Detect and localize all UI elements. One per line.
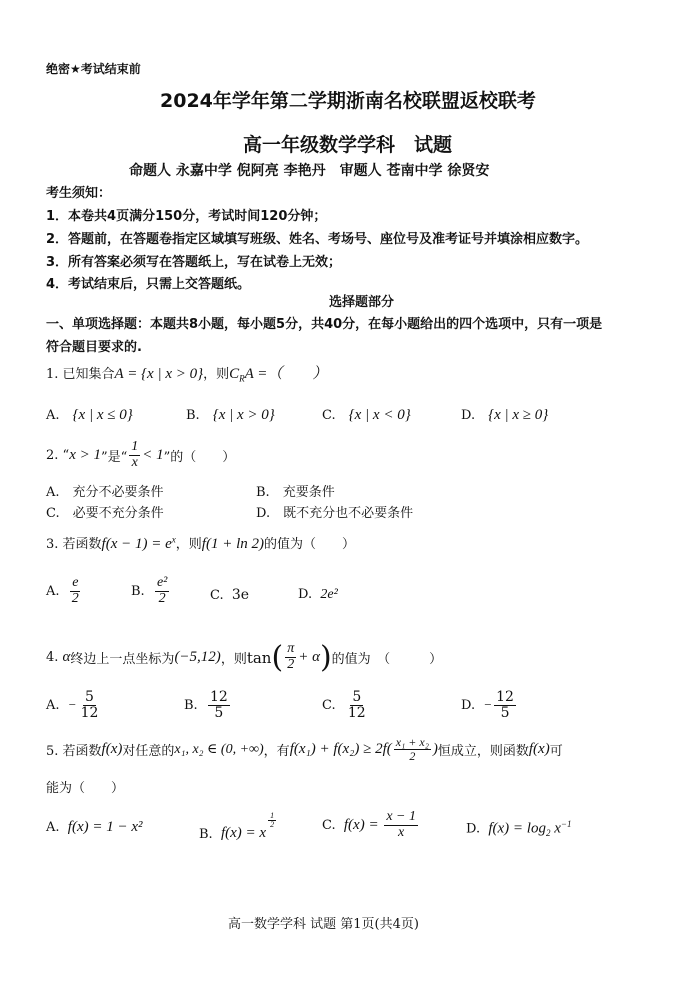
question-4-stem: 4. α 终边上一点坐标为 (−5,12) ，则 tan ( $\frac{\pi}{2}$ + α ) 的值为 （ ） xyxy=(46,640,443,675)
question-2-option-c: C. 必要不充分条件 xyxy=(46,506,164,521)
exam-title: 2024年学年第二学期浙南名校联盟返校联考 xyxy=(160,90,536,112)
section-instructions: 一、单项选择题：本题共8小题，每小题5分，共40分，在每小题给出的四个选项中，只有一项是 xyxy=(46,317,603,332)
question-3-option-d: D. 2e² xyxy=(298,587,338,602)
question-5-option-c: C. f(x) = $\frac{x - 1}{x}$ xyxy=(322,809,416,840)
question-1-option-d: D. {x | x ≥ 0} xyxy=(461,407,549,423)
question-1-option-b: B. {x | x > 0} xyxy=(186,407,275,423)
question-3-option-c: C. 3e xyxy=(210,587,250,603)
exam-subtitle: 高一年级数学学科 试题 xyxy=(243,134,453,156)
question-4-option-a: A. − $\frac{5}{12}$ xyxy=(46,689,99,721)
question-4-option-c: C. $\frac{5}{12}$ xyxy=(322,689,366,721)
question-2-option-b: B. 充要条件 xyxy=(256,485,335,500)
authors-line: 命题人 永嘉中学 倪阿亮 李艳丹 审题人 苍南中学 徐贤安 xyxy=(129,163,490,179)
question-5-option-a: A. f(x) = 1 − x² xyxy=(46,819,143,835)
section-instructions-cont: 符合题目要求的. xyxy=(46,340,142,355)
notes-item: 4．考试结束后，只需上交答题纸。 xyxy=(46,277,251,292)
question-5-option-d: D. $f(x) = \log_2 x^{-1}$ xyxy=(466,819,572,838)
question-1-option-c: C. {x | x < 0} xyxy=(322,407,411,423)
confidential-label: 绝密★考试结束前 xyxy=(46,62,141,76)
notes-title: 考生须知： xyxy=(46,186,112,201)
question-5-stem: 5. 若函数 f(x) 对任意的 x₁, x₂ ∈ (0, +∞) ，有 f(x₁) + f(x₂) ≥ 2f( $\frac{\text{x₁ + x₂}}{2}$ ) 恒成立，则函数 f(x) 可 xyxy=(46,735,563,763)
section-heading: 选择题部分 xyxy=(329,295,395,310)
question-3-stem: 3. 若函数$f(x - 1) = e^x$，则f(1 + ln 2)的值为（ ） xyxy=(46,534,355,552)
notes-item: 1．本卷共4页满分150分，考试时间120分钟； xyxy=(46,209,327,224)
question-4-option-d: D. − $\frac{12}{5}$ xyxy=(461,689,514,721)
question-1-stem: 1. 已知集合A = {x | x > 0}，则$C_RA$ =（ ） xyxy=(46,366,328,384)
question-3-option-b: B. $\frac{\text{e²}}{2}$ xyxy=(131,575,168,606)
question-3-option-a: A. $\frac{e}{2}$ xyxy=(46,575,79,606)
question-5-stem-cont: 能为（ ） xyxy=(46,781,125,796)
question-2-fraction: $\frac{1}{x}$ xyxy=(131,439,139,470)
question-2-option-d: D. 既不充分也不必要条件 xyxy=(256,506,414,521)
question-2-stem: 2. “ x > 1 ”是“ $\frac{1}{x}$ < 1 ”的（ ） xyxy=(46,439,236,470)
question-5-option-b: B. f(x) = x $\frac{1}{2}$ xyxy=(199,811,275,842)
page-footer: 高一数学学科 试题 第1页(共4页) xyxy=(228,917,419,932)
question-1-option-a: A. {x | x ≤ 0} xyxy=(46,407,133,423)
notes-item: 3．所有答案必须写在答题纸上，写在试卷上无效； xyxy=(46,255,342,270)
notes-item: 2．答题前，在答题卷指定区域填写班级、姓名、考场号、座位号及准考证号并填涂相应数字。 xyxy=(46,232,589,247)
question-2-option-a: A. 充分不必要条件 xyxy=(46,485,164,500)
question-4-option-b: B. $\frac{12}{5}$ xyxy=(184,689,228,721)
